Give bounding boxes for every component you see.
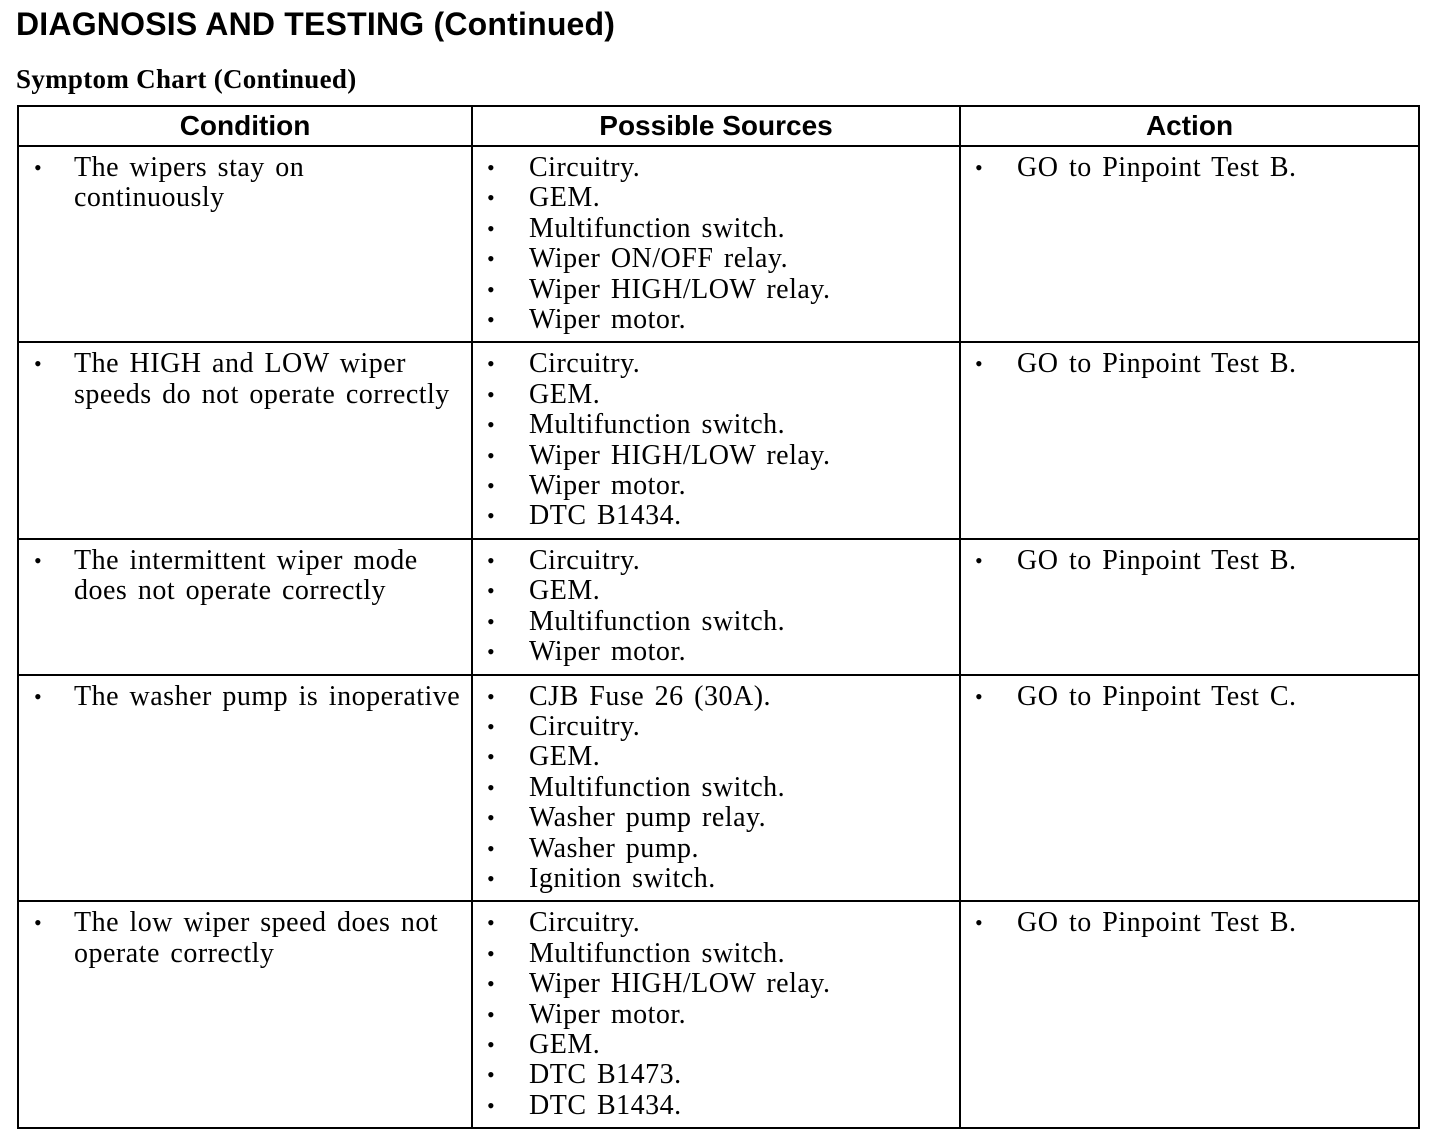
condition-text: The HIGH and LOW wiper speeds do not operate correctly	[74, 348, 450, 410]
sources-cell	[472, 675, 960, 902]
source-text: Multifunction switch.	[529, 212, 786, 244]
source-item	[487, 636, 953, 668]
source-text: Wiper ON/OFF relay.	[529, 243, 789, 275]
action-text: GO to Pinpoint Test B.	[1017, 152, 1297, 183]
bullet-icon: •	[487, 307, 496, 333]
bullet-icon: •	[487, 442, 496, 468]
source-item	[487, 907, 953, 939]
source-text: Circuitry.	[529, 907, 641, 939]
bullet-icon: •	[487, 744, 496, 770]
source-text: Wiper motor.	[529, 304, 687, 336]
column-header-action: Action	[960, 106, 1419, 146]
bullet-icon: •	[487, 578, 496, 604]
bullet-icon: •	[487, 155, 496, 180]
source-text: Wiper motor.	[529, 636, 687, 668]
bullet-icon: •	[487, 639, 496, 665]
bullet-icon: •	[975, 910, 984, 936]
bullet-icon: •	[975, 683, 984, 709]
source-item	[487, 575, 953, 607]
source-text: GEM.	[529, 378, 601, 410]
source-text: Wiper HIGH/LOW relay.	[529, 439, 831, 471]
condition-item	[34, 680, 463, 712]
source-text: Washer pump.	[529, 832, 700, 864]
sources-cell	[472, 901, 960, 1128]
bullet-icon: •	[487, 473, 496, 499]
bullet-icon: •	[487, 1062, 496, 1088]
action-cell	[960, 146, 1419, 342]
symptom-chart-table	[17, 105, 1420, 1129]
table-row	[18, 901, 1419, 1128]
section-title: Symptom Chart (Continued)	[16, 64, 357, 94]
bullet-icon: •	[975, 547, 984, 573]
action-cell	[960, 539, 1419, 675]
source-item	[487, 998, 953, 1030]
source-item	[487, 862, 953, 894]
page-title: DIAGNOSIS AND TESTING (Continued)	[16, 6, 616, 42]
source-text: GEM.	[529, 182, 601, 214]
source-text: Circuitry.	[529, 152, 641, 183]
condition-cell	[18, 675, 472, 902]
source-item	[487, 710, 953, 742]
source-text: Ignition switch.	[529, 862, 716, 894]
table-header-row	[18, 106, 1419, 146]
source-text: DTC B1434.	[529, 500, 682, 532]
bullet-icon: •	[487, 351, 496, 377]
bullet-icon: •	[34, 547, 43, 573]
source-text: Wiper HIGH/LOW relay.	[529, 968, 831, 1000]
source-item	[487, 470, 953, 502]
bullet-icon: •	[975, 351, 984, 377]
condition-item	[34, 907, 463, 969]
table-row	[18, 675, 1419, 902]
source-text: GEM.	[529, 1028, 601, 1060]
source-item	[487, 1028, 953, 1060]
source-text: Circuitry.	[529, 348, 641, 380]
condition-text: The washer pump is inoperative	[74, 680, 461, 712]
column-header-condition: Condition	[18, 106, 472, 146]
source-text: Multifunction switch.	[529, 409, 786, 441]
bullet-icon: •	[487, 713, 496, 739]
action-text: GO to Pinpoint Test C.	[1017, 680, 1297, 712]
bullet-icon: •	[487, 835, 496, 861]
source-item	[487, 1089, 953, 1121]
action-text: GO to Pinpoint Test B.	[1017, 907, 1297, 939]
bullet-icon: •	[487, 412, 496, 438]
bullet-icon: •	[487, 971, 496, 997]
action-item	[975, 907, 1410, 939]
source-text: GEM.	[529, 575, 601, 607]
bullet-icon: •	[487, 503, 496, 529]
condition-item	[34, 348, 463, 410]
condition-item	[34, 152, 463, 214]
bullet-icon: •	[487, 774, 496, 800]
condition-cell	[18, 342, 472, 538]
condition-text: The low wiper speed does not operate correctly	[74, 907, 439, 969]
source-item	[487, 500, 953, 532]
bullet-icon: •	[34, 910, 43, 936]
source-text: Wiper motor.	[529, 998, 687, 1030]
sources-cell	[472, 539, 960, 675]
source-text: GEM.	[529, 741, 601, 773]
sources-cell	[472, 146, 960, 342]
condition-text: The wipers stay on continuously	[74, 152, 305, 214]
source-item	[487, 273, 953, 305]
bullet-icon: •	[487, 683, 496, 709]
bullet-icon: •	[487, 940, 496, 966]
bullet-icon: •	[487, 381, 496, 407]
action-item	[975, 680, 1410, 712]
source-text: Washer pump relay.	[529, 802, 767, 834]
condition-item	[34, 544, 463, 607]
condition-text: The intermittent wiper mode does not operate correctly	[74, 544, 418, 607]
source-item	[487, 741, 953, 773]
action-cell	[960, 342, 1419, 538]
bullet-icon: •	[487, 276, 496, 302]
source-text: Circuitry.	[529, 544, 641, 576]
table-row	[18, 342, 1419, 538]
source-item	[487, 348, 953, 380]
bullet-icon: •	[34, 683, 43, 709]
source-item	[487, 771, 953, 803]
source-text: Wiper motor.	[529, 470, 687, 502]
condition-cell	[18, 146, 472, 342]
source-item	[487, 243, 953, 275]
bullet-icon: •	[34, 155, 43, 180]
action-item	[975, 348, 1410, 380]
bullet-icon: •	[487, 215, 496, 241]
table-row	[18, 146, 1419, 342]
source-item	[487, 802, 953, 834]
bullet-icon: •	[487, 608, 496, 634]
condition-cell	[18, 539, 472, 675]
bullet-icon: •	[34, 351, 43, 377]
bullet-icon: •	[487, 805, 496, 831]
source-text: Wiper HIGH/LOW relay.	[529, 273, 831, 305]
source-item	[487, 182, 953, 214]
source-item	[487, 680, 953, 712]
bullet-icon: •	[487, 1031, 496, 1057]
source-item	[487, 212, 953, 244]
source-text: CJB Fuse 26 (30A).	[529, 680, 772, 712]
source-item	[487, 1059, 953, 1091]
bullet-icon: •	[487, 910, 496, 936]
action-item	[975, 152, 1410, 183]
table-row	[18, 539, 1419, 675]
source-item	[487, 409, 953, 441]
bullet-icon: •	[487, 1092, 496, 1118]
bullet-icon: •	[487, 246, 496, 272]
source-item	[487, 937, 953, 969]
source-item	[487, 605, 953, 637]
source-item	[487, 378, 953, 410]
bullet-icon: •	[975, 155, 984, 180]
action-text: GO to Pinpoint Test B.	[1017, 348, 1297, 380]
source-text: Multifunction switch.	[529, 605, 786, 637]
source-text: Multifunction switch.	[529, 771, 786, 803]
condition-cell	[18, 901, 472, 1128]
bullet-icon: •	[487, 185, 496, 211]
source-item	[487, 152, 953, 183]
source-item	[487, 304, 953, 336]
source-item	[487, 439, 953, 471]
sources-cell	[472, 342, 960, 538]
action-cell	[960, 901, 1419, 1128]
action-text: GO to Pinpoint Test B.	[1017, 544, 1297, 576]
bullet-icon: •	[487, 547, 496, 573]
bullet-icon: •	[487, 1001, 496, 1027]
bullet-icon: •	[487, 865, 496, 891]
source-item	[487, 832, 953, 864]
action-cell	[960, 675, 1419, 902]
source-item	[487, 544, 953, 576]
source-text: Circuitry.	[529, 710, 641, 742]
source-item	[487, 968, 953, 1000]
source-text: DTC B1473.	[529, 1059, 682, 1091]
column-header-possible-sources: Possible Sources	[472, 106, 960, 146]
action-item	[975, 544, 1410, 576]
source-text: Multifunction switch.	[529, 937, 786, 969]
source-text: DTC B1434.	[529, 1089, 682, 1121]
